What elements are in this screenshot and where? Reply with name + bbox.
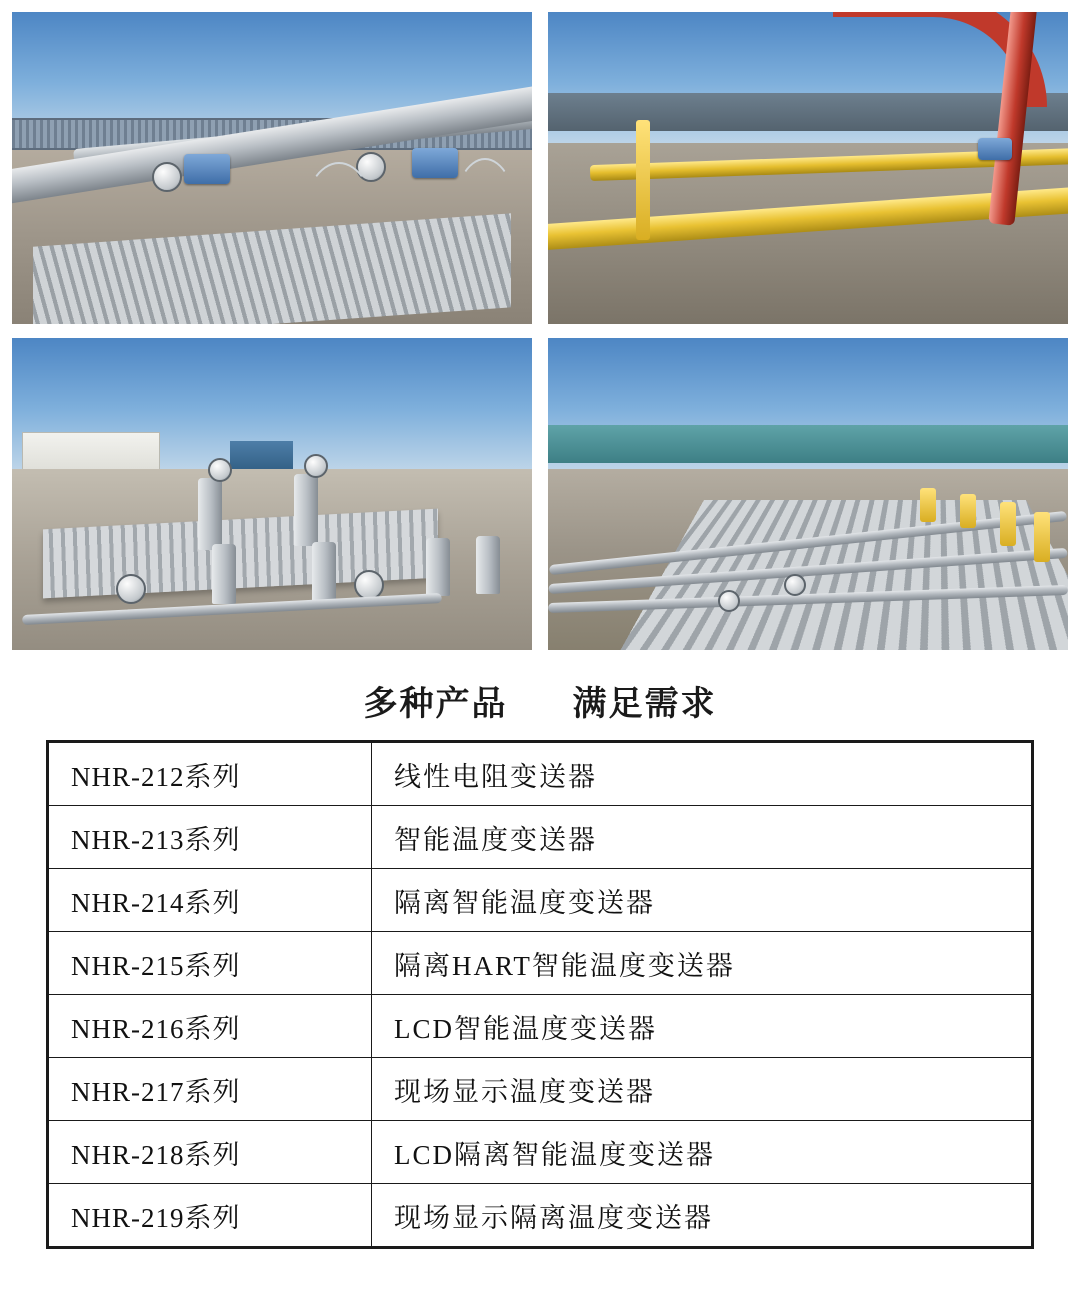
yellow-bollard: [636, 120, 650, 240]
table-row: [48, 742, 1033, 806]
product-description: 现场显示隔离温度变送器: [372, 1184, 1033, 1248]
table-row: [48, 1121, 1033, 1184]
sampling-column: [212, 544, 236, 604]
table-row: [48, 806, 1033, 869]
product-model: NHR-216系列: [48, 995, 372, 1058]
temperature-transmitter: [978, 138, 1012, 160]
gallery-photo-3: [12, 338, 532, 650]
site-building: [548, 425, 1068, 462]
gallery-photo-2: [548, 12, 1068, 324]
product-model: NHR-218系列: [48, 1121, 372, 1184]
yellow-valve-cap: [920, 488, 936, 522]
product-description: LCD智能温度变送器: [372, 995, 1033, 1058]
pressure-gauge-icon: [784, 574, 806, 596]
table-row: [48, 869, 1033, 932]
product-description: 隔离HART智能温度变送器: [372, 932, 1033, 995]
section-headline: [0, 676, 1080, 725]
product-description: 现场显示温度变送器: [372, 1058, 1033, 1121]
pressure-gauge-icon: [116, 574, 146, 604]
product-table: [46, 740, 1034, 1249]
temperature-transmitter: [184, 154, 230, 184]
table-row: [48, 932, 1033, 995]
product-description: 隔离智能温度变送器: [372, 869, 1033, 932]
sampling-column: [198, 478, 222, 550]
pressure-gauge-icon: [152, 162, 182, 192]
table-row: [48, 1058, 1033, 1121]
pressure-gauge-icon: [304, 454, 328, 478]
product-model: NHR-212系列: [48, 742, 372, 806]
product-description: LCD隔离智能温度变送器: [372, 1121, 1033, 1184]
product-model: NHR-215系列: [48, 932, 372, 995]
sampling-column: [312, 542, 336, 602]
headline-right: 满足需求: [572, 685, 717, 723]
yellow-valve-cap: [1000, 502, 1016, 546]
product-model: NHR-217系列: [48, 1058, 372, 1121]
gallery-photo-1: [12, 12, 532, 324]
table-row: [48, 1184, 1033, 1248]
temperature-transmitter: [412, 148, 458, 178]
sampling-column: [426, 538, 450, 596]
product-description: 智能温度变送器: [372, 806, 1033, 869]
headline-left: 多种产品: [363, 685, 508, 723]
product-model: NHR-213系列: [48, 806, 372, 869]
product-table-body: [48, 742, 1033, 1248]
sampling-column: [294, 474, 318, 546]
table-row: [48, 995, 1033, 1058]
pressure-gauge-icon: [718, 590, 740, 612]
yellow-valve-cap: [1034, 512, 1050, 562]
sampling-column: [476, 536, 500, 594]
product-model: NHR-214系列: [48, 869, 372, 932]
pressure-gauge-icon: [208, 458, 232, 482]
product-description: 线性电阻变送器: [372, 742, 1033, 806]
product-model: NHR-219系列: [48, 1184, 372, 1248]
gallery-photo-4: [548, 338, 1068, 650]
yellow-valve-cap: [960, 494, 976, 528]
photo-gallery: [12, 12, 1068, 650]
